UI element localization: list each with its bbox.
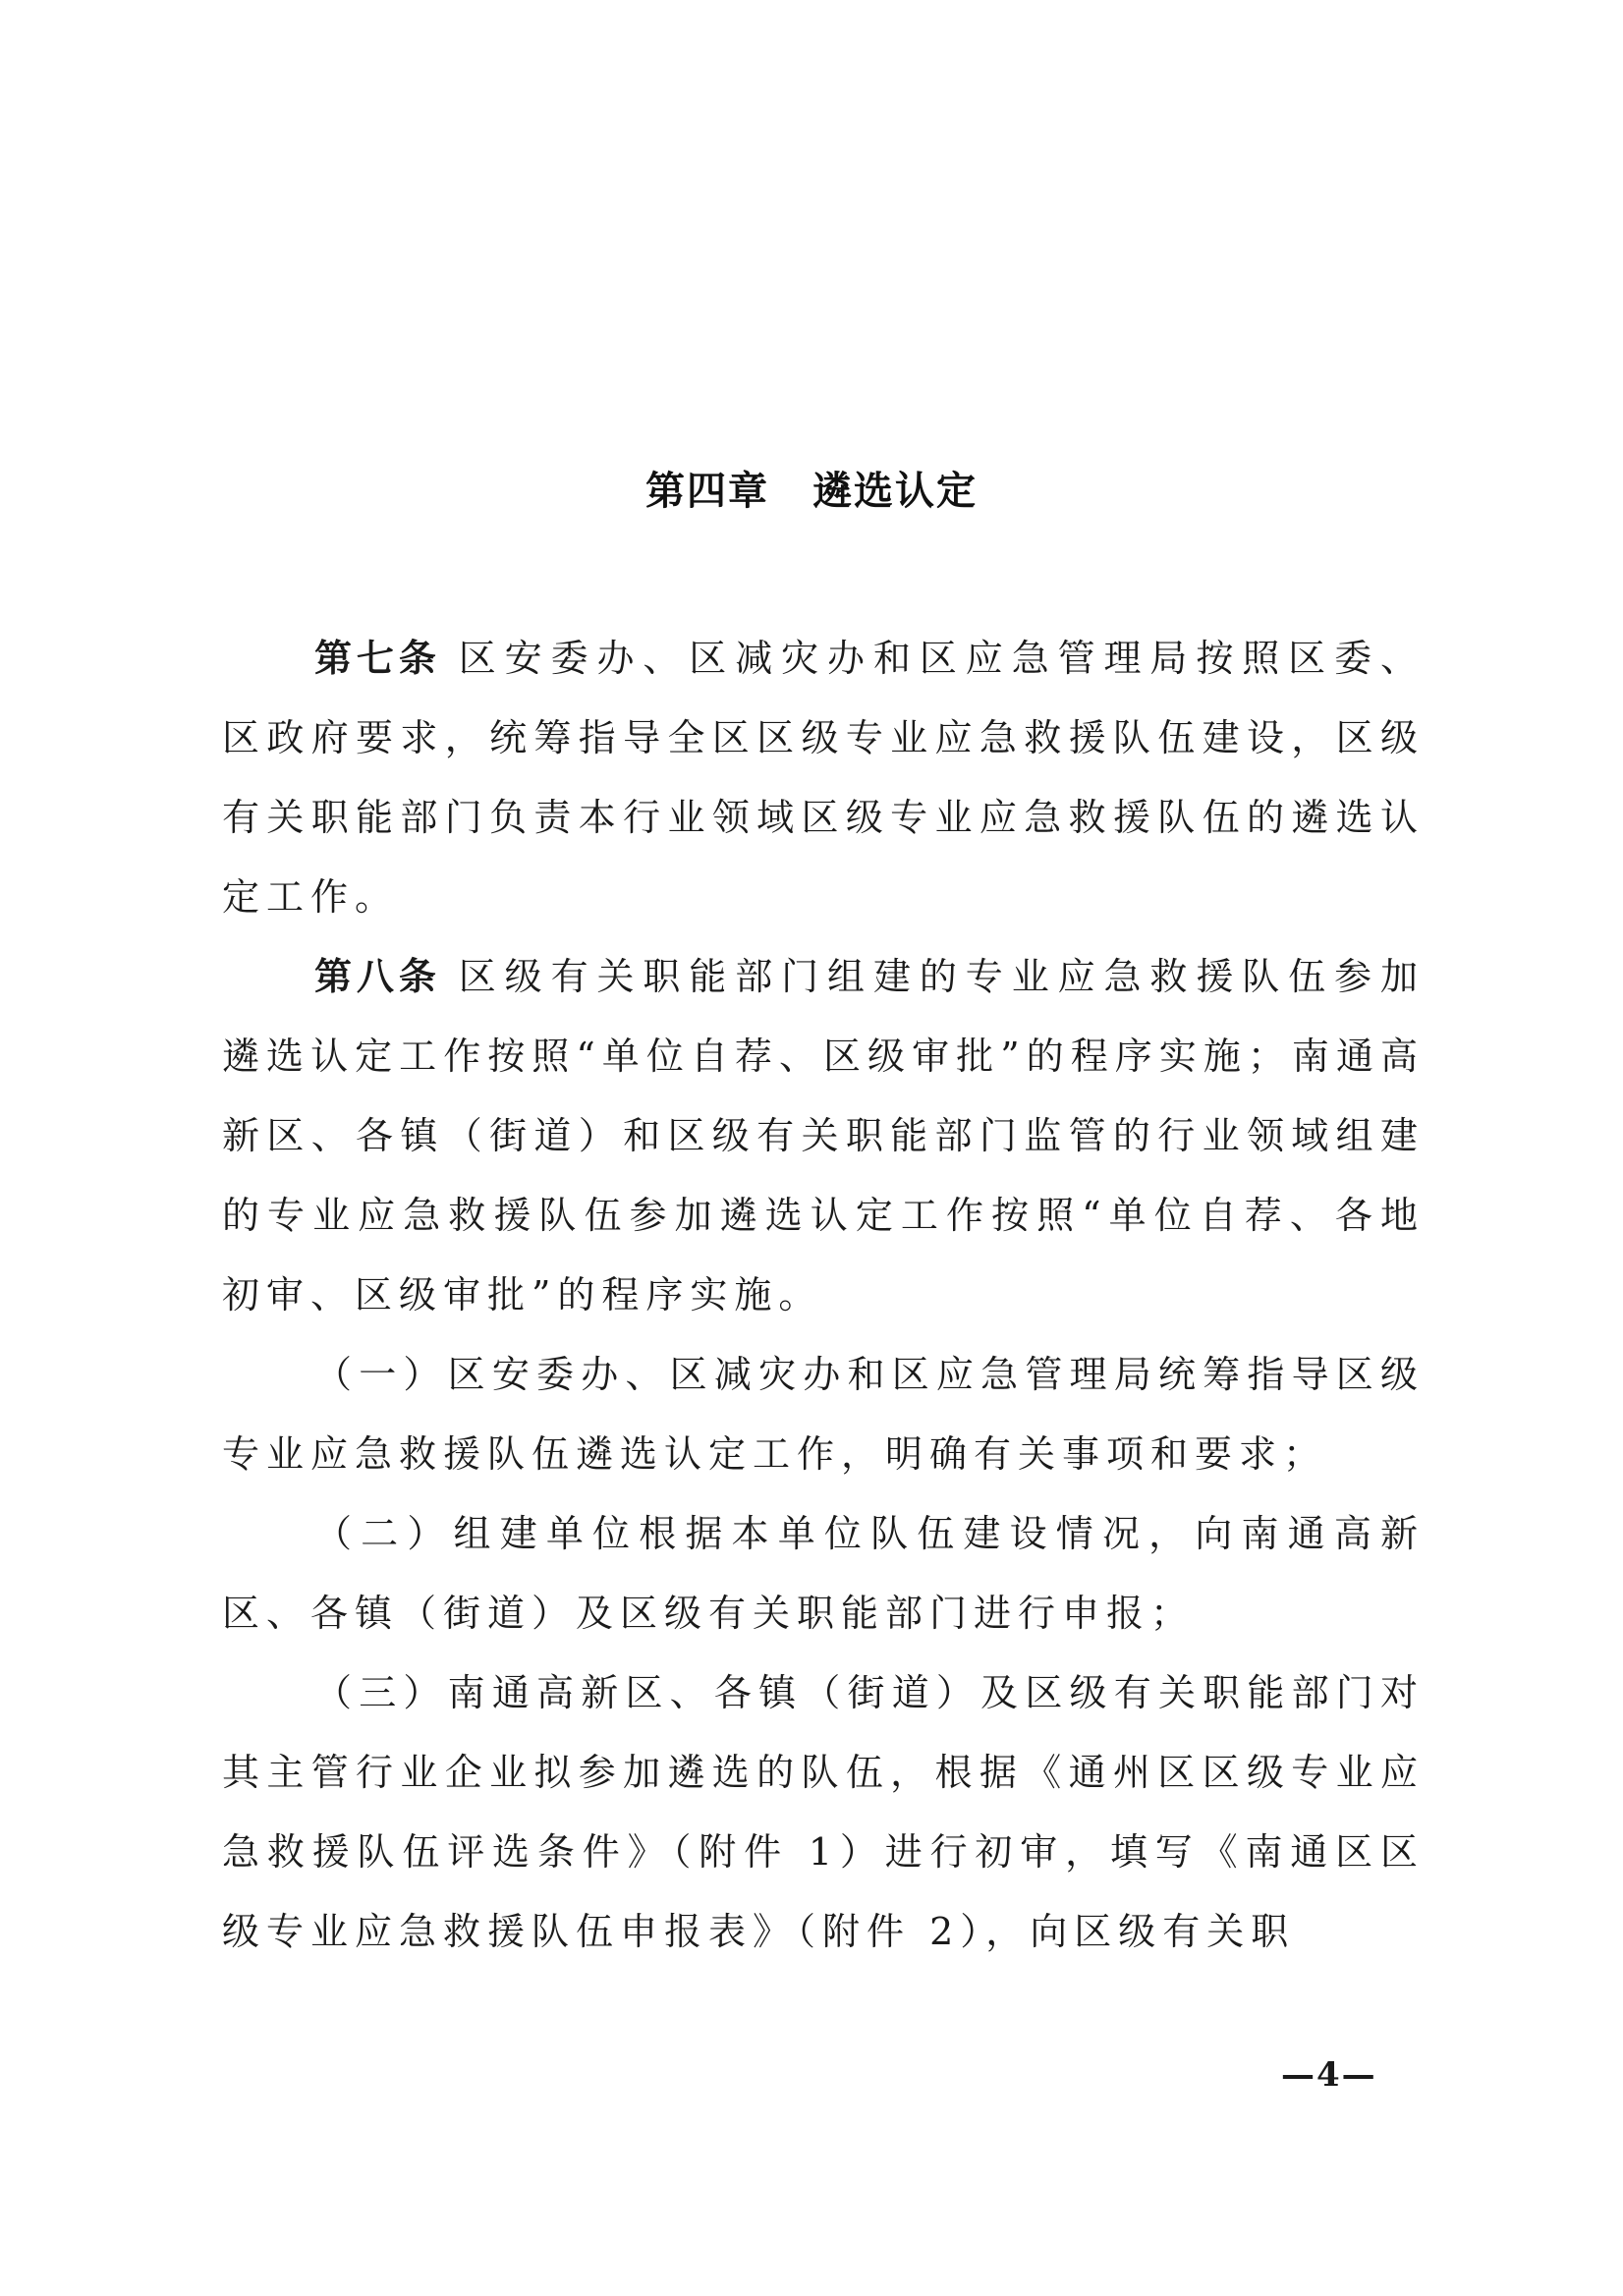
page-number: —4— <box>1281 2055 1377 2095</box>
list-item-3: （三）南通高新区、各镇（街道）及区级有关职能部门对其主管行业企业拟参加遴选的队伍，根据《通州区区级专业应急救援队伍评选条件》（附件 1）进行初审，填写《南通区区级专业应急救援队伍申报表》（附件 2），向区级有关职 <box>222 1671 1425 1953</box>
article-8 <box>222 937 1425 1335</box>
chapter-title: 遴选认定 <box>812 469 978 514</box>
article-7 <box>222 619 1425 937</box>
chapter-heading <box>0 460 1623 516</box>
article-text: 区级有关职能部门组建的专业应急救援队伍参加遴选认定工作按照“单位自荐、区级审批”的程序实施；南通高新区、各镇（街道）和区级有关职能部门监管的行业领域组建的专业应急救援队伍参加遴选认定工作按照“单位自荐、各地初审、区级审批”的程序实施。 <box>222 955 1425 1316</box>
article-text: 区安委办、区减灾办和区应急管理局按照区委、区政府要求，统筹指导全区区级专业应急救援队伍建设，区级有关职能部门负责本行业领域区级专业应急救援队伍的遴选认定工作。 <box>222 637 1425 919</box>
body-text <box>222 619 1425 1972</box>
list-item-2: （二）组建单位根据本单位队伍建设情况，向南通高新区、各镇（街道）及区级有关职能部门进行申报； <box>222 1512 1425 1635</box>
chapter-number: 第四章 <box>645 469 769 514</box>
article-label: 第八条 <box>314 955 441 998</box>
list-item-1: （一）区安委办、区减灾办和区应急管理局统筹指导区级专业应急救援队伍遴选认定工作，明确有关事项和要求； <box>222 1353 1425 1476</box>
article-label: 第七条 <box>314 637 441 680</box>
